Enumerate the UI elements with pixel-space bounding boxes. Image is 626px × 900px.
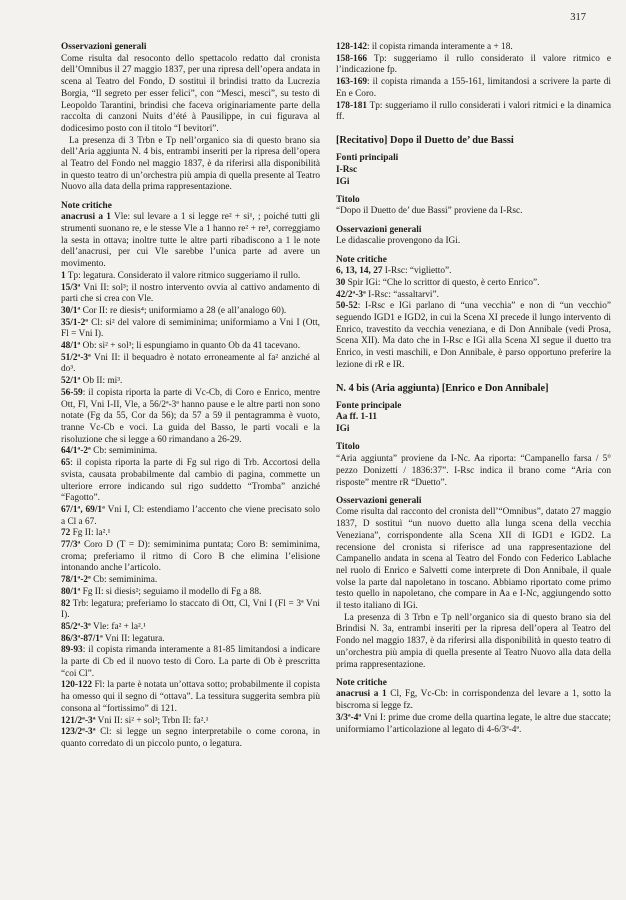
critical-note: [336, 54, 611, 77]
note-text: Fl: la parte è notata un’ottava sotto; probabilmente il copista ha omesso qui il segno di “ottava”. La tessitura suggerita sembra più consona al “fortissimo” di 121.: [61, 680, 320, 714]
paragraph: La presenza di 3 Trbn e Tp nell’organico sia di questo brano sia dell’Aria aggiunta N. 4 bis, entrambi inseriti per la ripresa dell’opera al Teatro del Fondo nel maggio 1837, è da riferirsi alla disponibilità in questo teatro di un’orchestra più ampia di quella presente al Teatro Nuovo alla data della prima rappresentazione.: [61, 135, 320, 193]
section-heading: Fonti principali: [336, 153, 399, 164]
paragraph: Come risulta dal resoconto dello spettacolo redatto dal cronista dell’Omnibus il 27 maggio 1837, per una ripresa dell’opera andata in scena al Teatro del Fondo, D sostituì il brindisi tratto da Lucrezia Borgia, “Il segreto per esser felici”, con “Mesci, mesci”, su testo di Leopoldo Tarantini, brindisi che faceva originariamente parte della raccolta di canzoni Nuits d’été à Pausilippe, in cui figurava al dodicesimo posto con il titolo “I bevitori”.: [61, 53, 320, 134]
note-reference: 72: [61, 528, 71, 539]
critical-note: [61, 575, 320, 587]
page-number: 317: [570, 12, 586, 23]
source-siglum: IGi: [336, 424, 350, 435]
critical-note: [336, 713, 611, 736]
section-heading: Fonte principale: [336, 400, 402, 411]
note-text: : il copista riporta la parte di Fg sul rigo di Trb. Accortosi della svista, causata probabilmente dal cambio di pagina, commette un ulteriore errore indicando sul rigo suddetto “Tromba” anziché “Fagotto”.: [61, 458, 320, 504]
note-reference: 6, 13, 14, 27: [336, 266, 383, 277]
source-siglum: Aa ff. 1-11: [336, 412, 378, 423]
note-text: : il copista rimanda interamente a 81-85 limitandosi a indicare la parte di Cb ed il nuovo testo di Coro. La parte di Ob è prescritta “coi Cl”.: [61, 645, 320, 679]
paragraph: “Aria aggiunta” proviene da I-Nc. Aa riporta: “Campanello farsa / 5° pezzo Donizetti / 1836:37”. I-Rsc indica il brano come “Aria con risposte” mentre rR “Duetto”.: [336, 454, 611, 488]
section-heading: Titolo: [336, 194, 360, 205]
critical-note: [61, 599, 320, 622]
critical-note: [61, 341, 320, 353]
critical-note: [336, 77, 611, 100]
note-reference: 30: [336, 277, 346, 288]
critical-note: [336, 290, 611, 302]
note-reference: 86/3ª-87/1ª: [61, 633, 103, 644]
note-reference: 78/1ª-2ª: [61, 575, 91, 586]
note-text: Vni II: legatura.: [102, 633, 165, 644]
note-reference: 178-181: [336, 100, 367, 111]
critical-note: [61, 283, 320, 306]
left-column: [61, 42, 320, 751]
note-reference: 121/2ª-3ª: [61, 715, 96, 726]
note-reference: 48/1ª: [61, 341, 81, 352]
note-text: Trb: legatura; preferiamo lo staccato di Ott, Cl, Vni I (Fl = 3ª Vni I).: [61, 598, 320, 621]
note-text: I-Rsc: “assaltarvi”.: [365, 289, 439, 300]
critical-note: [61, 376, 320, 388]
note-text: Coro D (T = D): semiminima puntata; Coro B: semiminima, croma; preferiamo il ritmo di Coro B che elimina l’elisione intonando anche l’articolo.: [61, 540, 320, 574]
critical-note: [61, 306, 320, 318]
note-reference: 128-142: [336, 42, 367, 52]
note-text: Tp: legatura. Considerato il valore ritmico suggeriamo il rullo.: [65, 270, 301, 281]
note-text: Cl, Fg, Vc-Cb: in corrispondenza del levare a 1, sotto la biscroma si legge fz.: [336, 689, 611, 712]
note-text: Vni II: il bequadro è notato erroneamente al fa² anziché al do³.: [61, 352, 320, 375]
note-text: Fg II: si diesis²; seguiamo il modello di Fg a 88.: [80, 586, 262, 597]
right-column: [336, 42, 611, 736]
critical-note: [61, 388, 320, 447]
note-reference: 15/3ª: [61, 282, 81, 293]
note-text: Vni II: si² + sol³; Trbn II: fa².¹: [95, 715, 209, 726]
paragraph: Come risulta dal racconto del cronista dell’“Omnibus”, datato 27 maggio 1837, D sostituì “un nuovo duetto alla lunga scena della vecchia Veneziana”, corrispondente alla Scena XII di IGD1 e IGD2. La recensione del cronista si riferisce ad una rappresentazione del Campanello andata in scena al Teatro del Fondo con Federico Lablache nel ruolo di Enrico e Salvetti come interprete di Don Annibale, il quale volse la parte dal napoletano in toscano. Abbiamo riportato come primo testo quello in napoletano, che compare in Aa e I-Nc, aggiungendo sotto il testo italiano di IGi.: [336, 507, 611, 612]
section-heading: Osservazioni generali: [336, 495, 422, 506]
section-heading: Note critiche: [61, 200, 112, 211]
note-reference: 123/2ª-3ª: [61, 727, 96, 738]
critical-note: [61, 446, 320, 458]
note-reference: 1: [61, 270, 66, 281]
critical-notes-list: [336, 42, 611, 124]
critical-note: [61, 680, 320, 715]
source-siglum: I-Rsc: [336, 164, 358, 175]
note-reference: 42/2ª-3ª: [336, 289, 366, 300]
note-reference: 51/2ª-3ª: [61, 352, 91, 363]
note-reference: anacrusi a 1: [336, 689, 387, 700]
critical-note: [61, 271, 320, 283]
paragraph: Le didascalie provengono da IGi.: [336, 236, 461, 247]
critical-notes-list: [61, 212, 320, 750]
note-text: Ob: si² + sol³; li espungiamo in quanto Ob da 41 tacevano.: [80, 341, 301, 352]
section-heading: Note critiche: [336, 254, 387, 265]
note-text: Vni I: prime due crome della quartina legate, le altre due staccate; uniformiamo l’articolazione al legato di 4-6/3ª-4ª.: [336, 712, 611, 735]
critical-note: [336, 266, 611, 278]
note-reference: 158-166: [336, 53, 367, 64]
note-text: Vle: fa² + la².¹: [90, 621, 146, 632]
critical-notes-list: [336, 689, 611, 736]
critical-note: [61, 587, 320, 599]
note-reference: 89-93: [61, 645, 83, 656]
critical-note: [336, 42, 611, 54]
note-text: Tp: suggeriamo il rullo considerato il valore ritmico e l’indicazione fp.: [336, 53, 611, 76]
section-heading: Osservazioni generali: [61, 42, 147, 52]
critical-note: [61, 634, 320, 646]
note-reference: 65: [61, 458, 71, 469]
note-text: Cb: semiminima.: [90, 575, 158, 586]
section-heading: Titolo: [336, 442, 360, 453]
section-heading: Note critiche: [336, 677, 387, 688]
note-reference: 120-122: [61, 680, 92, 691]
note-text: Spir IGi: “Che lo scrittor di questo, è certo Enrico”.: [345, 277, 540, 288]
critical-note: [61, 353, 320, 376]
note-reference: 67/1ª, 69/1ª: [61, 504, 105, 515]
note-reference: anacrusi a 1: [61, 212, 111, 223]
critical-note: [61, 318, 320, 341]
note-text: Cb: semiminima.: [90, 446, 158, 457]
note-reference: 82: [61, 598, 71, 609]
paragraph: “Dopo il Duetto de’ due Bassi” proviene da I-Rsc.: [336, 206, 523, 217]
critical-notes-list: [336, 266, 611, 371]
critical-note: [336, 278, 611, 290]
critical-note: [61, 622, 320, 634]
note-text: : il copista rimanda interamente a + 18.: [367, 42, 513, 52]
note-reference: 35/1-2ª: [61, 317, 89, 328]
note-reference: 56-59: [61, 387, 83, 398]
note-text: Vle: sul levare a 1 si legge re² + si¹, ; poiché tutti gli strumenti suonano re, e le stesse Vle a 1 hanno re² + re³, correggiamo la sesta in ottava; inoltre tutte le altre parti ribadiscono a 1 le note dell’anacrusi, per cui Vle sarebbe l’unica parte ad avere un movimento.: [61, 212, 320, 270]
critical-note: [336, 101, 611, 124]
critical-note: [61, 505, 320, 528]
note-text: Fg II: la².¹: [70, 528, 111, 539]
note-reference: 30/1ª: [61, 305, 81, 316]
note-reference: 163-169: [336, 77, 367, 88]
critical-note: [61, 716, 320, 728]
critical-note: [336, 689, 611, 712]
aria-title: N. 4 bis (Aria aggiunta) [Enrico e Don Annibale]: [336, 382, 549, 394]
note-text: : il copista rimanda a 155-161, limitandosi a scrivere la parte di En e Coro.: [336, 77, 611, 99]
critical-note: [61, 727, 320, 750]
note-reference: 80/1ª: [61, 586, 81, 597]
note-reference: 52/1ª: [61, 376, 81, 387]
note-reference: 77/3ª: [61, 540, 81, 551]
critical-note: [61, 540, 320, 575]
recitativo-title: [Recitativo] Dopo il Duetto de’ due Bassi: [336, 134, 514, 146]
paragraph: La presenza di 3 Trbn e Tp nell’organico sia di questo brano sia del Brindisi N. 3a, entrambi inseriti per la ripresa dell’opera al Teatro del Fondo nel maggio 1837, è da riferirsi alla disponibilità in questo teatro di un’orchestra più ampia di quella presente al Teatro Nuovo alla data della prima rappresentazione.: [336, 612, 611, 670]
section-heading: Osservazioni generali: [336, 224, 422, 235]
note-reference: 85/2ª-3ª: [61, 621, 91, 632]
critical-note: [61, 212, 320, 271]
critical-note: [61, 458, 320, 505]
note-text: Tp: suggeriamo il rullo considerati i valori ritmici e la dinamica ff.: [336, 100, 611, 123]
note-reference: 64/1ª-2ª: [61, 446, 91, 457]
critical-note: [61, 645, 320, 680]
note-text: Ob II: mi³.: [80, 376, 123, 387]
critical-note: [336, 301, 611, 371]
source-siglum: IGi: [336, 176, 350, 187]
note-text: Cl: si² del valore di semiminima; uniformiamo a Vni I (Ott, Fl = Vni I).: [61, 317, 320, 340]
note-text: Vni I, Cl: estendiamo l’accento che viene precisato solo a Cl a 67.: [61, 504, 320, 527]
note-text: Vni II: sol³; il nostro intervento ovvia al cattivo andamento di parti che si crea con Vle.: [61, 282, 320, 305]
note-text: : il copista riporta la parte di Vc-Cb, di Coro e Enrico, mentre Ott, Fl, Vni I-II, Vle, a 56/2ª-3ª hanno pause e le altre parti non sono notate (Fg da 55, Cor da 56); da 57 a 59 il pentagramma è vuoto, tranne Vc-Cb e voci. La guida del Basso, le parti vocali e la risoluzione che si legge a 60 rimandano a 26-29.: [61, 387, 320, 445]
note-text: I-Rsc: “viglietto”.: [382, 266, 452, 277]
note-reference: 3/3ª-4ª: [336, 712, 362, 723]
note-reference: 50-52: [336, 301, 358, 312]
critical-note: [61, 528, 320, 540]
note-text: Cor II: re diesis⁴; uniformiamo a 28 (e all’analogo 60).: [80, 305, 287, 316]
note-text: : I-Rsc e IGi parlano di “una vecchia” e non di “un vecchio” seguendo IGD1 e IGD2, in cui la Scena XI precede il lungo intervento di Enrico, travestito da vecchia veneziana, e di Don Annibale (vedi Prosa, Scena XII). Ma dato che in I-Rsc e IGi alla Scena XI segue il duetto tra Enrico, in vesti maschili, e Don Annibale, è parso opportuno preferire la lezione di rR e IR.: [336, 301, 611, 370]
note-text: Cl: si legge un segno interpretabile o come corona, in quanto corredato di un piccolo punto, o legatura.: [61, 727, 320, 749]
